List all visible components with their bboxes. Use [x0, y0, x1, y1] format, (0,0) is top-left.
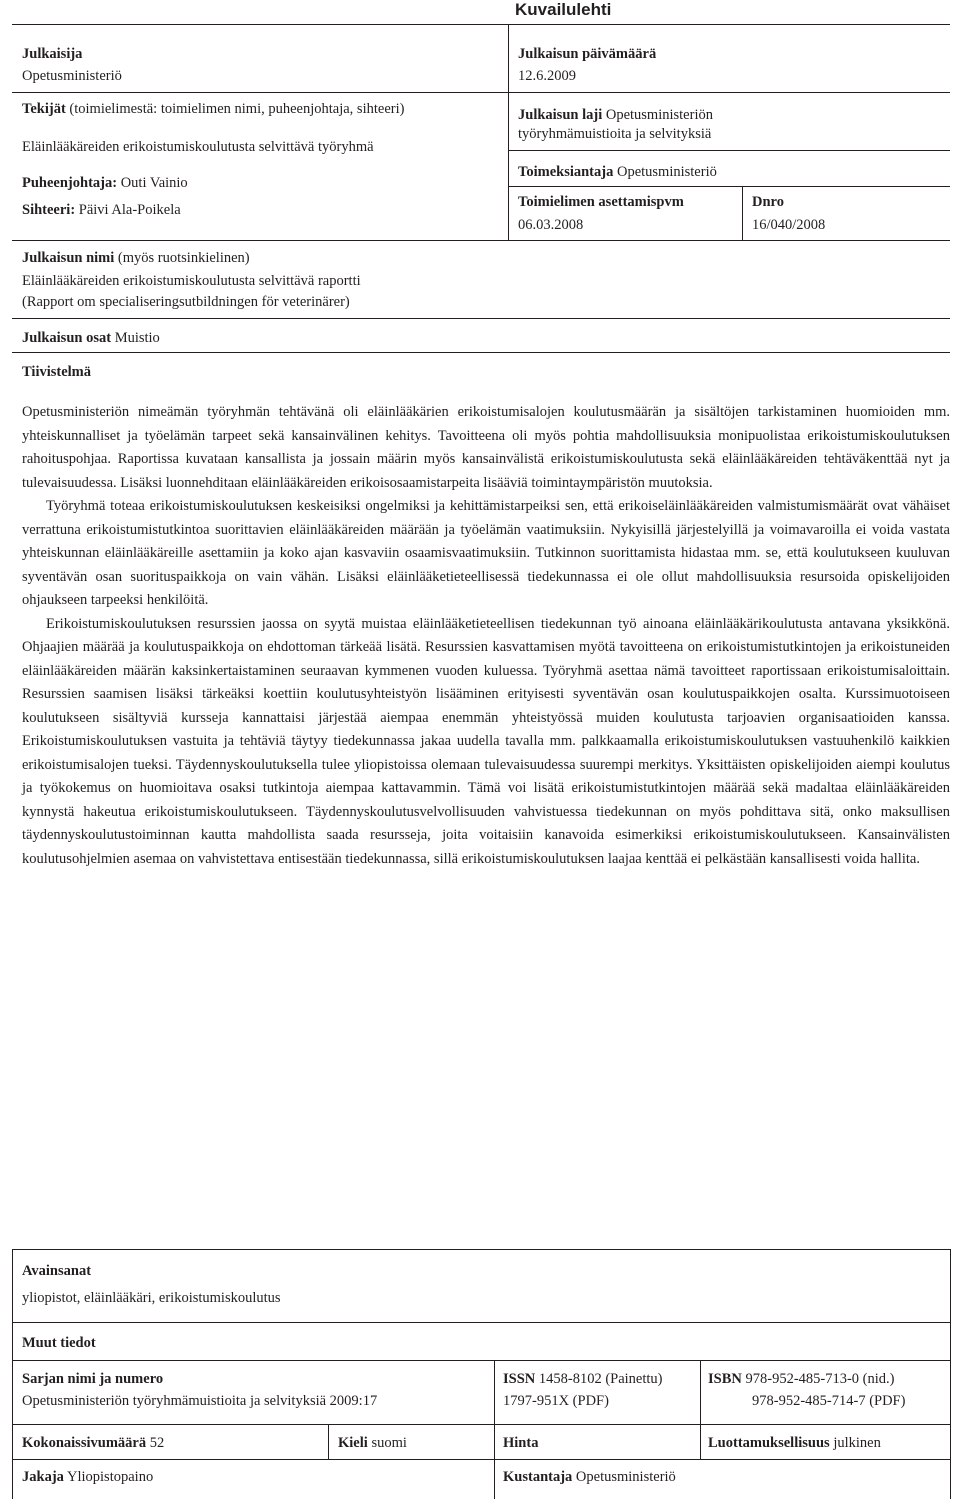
pub-name-label-note: (myös ruotsinkielinen): [117, 250, 250, 266]
box-left-border: [12, 1249, 13, 1499]
keywords-rule: [12, 1322, 950, 1323]
pub-name-line1: Eläinlääkäreiden erikoistumiskoulutusta selvittävä raportti: [22, 273, 361, 289]
publisher2-line: [503, 1466, 676, 1488]
pub-type-value-line2: työryhmämuistioita ja selvityksiä: [518, 126, 712, 142]
abstract-label: Tiivistelmä: [22, 364, 92, 380]
commissioner-label: Toimeksiantaja: [518, 164, 614, 180]
keywords-label: Avainsanat: [22, 1263, 92, 1279]
authors-heading: [22, 100, 404, 118]
commissioner-rule: [508, 186, 950, 187]
publisher-label: Julkaisija: [22, 46, 83, 62]
pub-type-rule: [508, 150, 950, 151]
chair-label: Puheenjohtaja:: [22, 175, 118, 191]
keywords-value: yliopistot, eläinlääkäri, erikoistumiskoulutus: [22, 1290, 281, 1306]
pub-name-line2: (Rapport om specialiseringsutbildningen för veterinärer): [22, 294, 350, 310]
pub-name-rule: [12, 318, 950, 319]
pub-parts-line: [22, 329, 160, 347]
box-right-border: [950, 1249, 951, 1499]
language-label: Kieli: [338, 1435, 368, 1451]
abstract-body: [22, 401, 950, 871]
chair-line: [22, 174, 188, 192]
price-label: Hinta: [503, 1435, 539, 1451]
pub-name-heading: [22, 249, 250, 267]
language-price-divider: [494, 1425, 495, 1499]
authors-label: Tekijät: [22, 101, 66, 117]
set-date-value: 06.03.2008: [518, 217, 584, 233]
page-count-line: [22, 1432, 164, 1454]
form-title: Kuvailulehti: [515, 0, 612, 19]
confidentiality-value: julkinen: [833, 1435, 881, 1451]
secretary-line: [22, 201, 181, 219]
pages-rule: [12, 1459, 950, 1460]
series-rule: [12, 1424, 950, 1425]
pub-type-value-line1: Opetusministeriön: [605, 107, 713, 123]
abstract-paragraph: Työryhmä toteaa erikoistumiskoulutuksen keskeisiksi ongelmiksi ja kehittämistarpeiksi sen, että erikoiseläinlääkäreiden valmistumismäärät ovat vähäiset verrattuna erikoistumistutkintoa suorittavien eläinlääkäreiden määrään ja työelämän vaatimuksiin. Nykyisillä järjestelyillä ja voimavaroilla ei voida vastata yhteiskunnan eläinlääkäreille asettamiin ja koko ajan kasvaviin osaamisvaatimuksiin. Tutkinnon suorittamista hidastaa mm. se, että koulutukseen kuuluvan syventävän osan suorituspaikkoja on vain vähän. Lisäksi eläinlääketieteellisessä tiedekunnassa ei ole ollut mahdollisuuksia resursoida opiskelijoiden ohjaukseen tarpeeksi henkilöitä.: [22, 498, 950, 608]
abstract-paragraph: Opetusministeriön nimeämän työryhmän tehtävänä oli eläinlääkärien erikoistumisalojen koulutusmäärän ja sisältöjen tarkistaminen huomioiden mm. yhteiskunnalliset ja työelämän tarpeet sekä kansainvälinen kehitys. Tavoitteena oli myös pohtia mahdollisuuksia monipuolistaa erikoistumiskoulutuksen rahoituspohjaa. Raportissa kuvataan kansallista ja jossain määrin myös kansainvälistä erikoistumiskoulutusta sekä eläinlääkäreiden tehtäväkenttää nyt ja tulevaisuudessa. Lisäksi luonnehditaan eläinlääkäreiden erikoisosaamistarpeita lisääviä toimintaympäristön muutoksia.: [22, 404, 950, 491]
pub-date-rule: [508, 92, 950, 93]
pub-type-label: Julkaisun laji: [518, 107, 603, 123]
confidentiality-line: [708, 1432, 881, 1454]
isbn-value-line1: 978-952-485-713-0 (nid.): [745, 1371, 895, 1387]
pub-parts-rule: [12, 352, 950, 353]
issn-value-line2: 1797-951X (PDF): [503, 1393, 609, 1409]
pub-date-value: 12.6.2009: [518, 68, 576, 84]
top-rule: [12, 24, 950, 25]
dnro-value: 16/040/2008: [752, 217, 826, 233]
secretary-value: Päivi Ala-Poikela: [78, 202, 181, 218]
abstract-paragraph: Erikoistumiskoulutuksen resurssien jaossa on syytä muistaa eläinlääketieteellisen tiedekunnan työ ainoana eläinlääkärikoulutusta antavana yksikkönä. Ohjaajien määrää ja koulutuspaikkoja on ehdottoman tärkeää lisätä. Resurssien kasvattamisen myötä tavoitteena on erikoistumistutkintojen ja erikoistuneiden eläinlääkäreiden määrän kaksinkertaistaminen seuraavan kymmenen vuoden kuluessa. Työryhmä asettaa nämä tavoitteet raportissaan erikoistumisaloittain. Resurssien saamisen lisäksi tärkeäksi koettiin koulutusyhteistyön lisääminen erityisesti syventävän osan koulutuspaikkojen osalta. Kurssimuotoiseen koulutukseen sisältyviä kursseja kannattaisi järjestää aiempaa enemmän yhteistyössä muiden koulutusta tarjoavien organisaatioiden kanssa. Erikoistumiskoulutuksen vastuita ja tehtäviä täytyy tiedekunnassa jakaa uudella tavalla mm. palkkaamalla erikoistumiskoulutuksen vastuuhenkilö kaikkien erikoistumisalojen tueksi. Täydennyskoulutuksella tulee yliopistoissa olemaan tulevaisuudessa suurempi merkitys. Yksittäisten opiskelijoiden aiempi koulutus ja työkokemus on huomioitava osaksi tutkintoja aiempaa kattavammin. Tämä voi lisätä erikoistumistutkintojen määrää sekä madaltaa eläinlääkäreiden kynnystä hakeutua erikoistumiskoulutukseen. Täydennyskoulutusvelvollisuuden vahvistuessa tiedekunnan on myös pohdittava sitä, onko maksullisen täydennyskoulutustoiminnan kautta mahdollista saada resursseja, joita voitaisiin kanavoida esimerkiksi erikoistumiskoulutukseen. Kansainvälisten koulutusohjelmien asemaa on vahvistettava entisestään tiedekunnassa, sillä erikoistumiskoulutuksen laajaa kenttää ei pelkästään kansallisesti voida hallita.: [22, 615, 950, 867]
commissioner-line: [518, 163, 717, 181]
dnro-label: Dnro: [752, 194, 784, 210]
publisher-rule: [12, 92, 509, 93]
isbn-label: ISBN: [708, 1371, 742, 1387]
language-line: [338, 1432, 407, 1454]
issn-isbn-divider: [700, 1361, 701, 1424]
pub-parts-value: Muistio: [114, 330, 160, 346]
issn-line1: [503, 1368, 663, 1390]
issn-label: ISSN: [503, 1371, 536, 1387]
publisher2-value: Opetusministeriö: [575, 1469, 676, 1485]
dnro-divider: [742, 187, 743, 240]
confidentiality-label: Luottamuksellisuus: [708, 1435, 830, 1451]
isbn-value-line2: 978-952-485-714-7 (PDF): [752, 1393, 906, 1409]
series-issn-divider: [494, 1361, 495, 1424]
series-label: Sarjan nimi ja numero: [22, 1371, 164, 1387]
page-count-label: Kokonaissivumäärä: [22, 1435, 147, 1451]
pub-date-label: Julkaisun päivämäärä: [518, 46, 657, 62]
other-info-label: Muut tiedot: [22, 1335, 96, 1351]
set-date-label: Toimielimen asettamispvm: [518, 194, 684, 210]
authors-label-note: (toimielimestä: toimielimen nimi, puheenjohtaja, sihteeri): [69, 101, 405, 117]
distributor-value: Yliopistopaino: [67, 1469, 154, 1485]
series-value: Opetusministeriön työryhmämuistioita ja selvityksiä 2009:17: [22, 1393, 378, 1409]
header-column-divider: [508, 25, 509, 240]
authors-body: Eläinlääkäreiden erikoistumiskoulutusta selvittävä työryhmä: [22, 139, 374, 155]
pages-language-divider: [328, 1425, 329, 1459]
pub-type-line1: [518, 106, 713, 124]
distributor-line: [22, 1466, 153, 1488]
header-bottom-rule: [12, 240, 950, 241]
chair-value: Outi Vainio: [120, 175, 188, 191]
issn-value-line1: 1458-8102 (Painettu): [538, 1371, 663, 1387]
commissioner-value: Opetusministeriö: [616, 164, 717, 180]
price-confidentiality-divider: [700, 1425, 701, 1459]
publisher-value: Opetusministeriö: [22, 68, 122, 84]
keywords-top-rule: [12, 1249, 950, 1250]
secretary-label: Sihteeri:: [22, 202, 76, 218]
isbn-line1: [708, 1368, 895, 1390]
page-count-value: 52: [149, 1435, 165, 1451]
language-value: suomi: [371, 1435, 407, 1451]
other-info-rule: [12, 1360, 950, 1361]
distributor-label: Jakaja: [22, 1469, 64, 1485]
pub-parts-label: Julkaisun osat: [22, 330, 112, 346]
pub-name-label: Julkaisun nimi: [22, 250, 115, 266]
publisher2-label: Kustantaja: [503, 1469, 573, 1485]
